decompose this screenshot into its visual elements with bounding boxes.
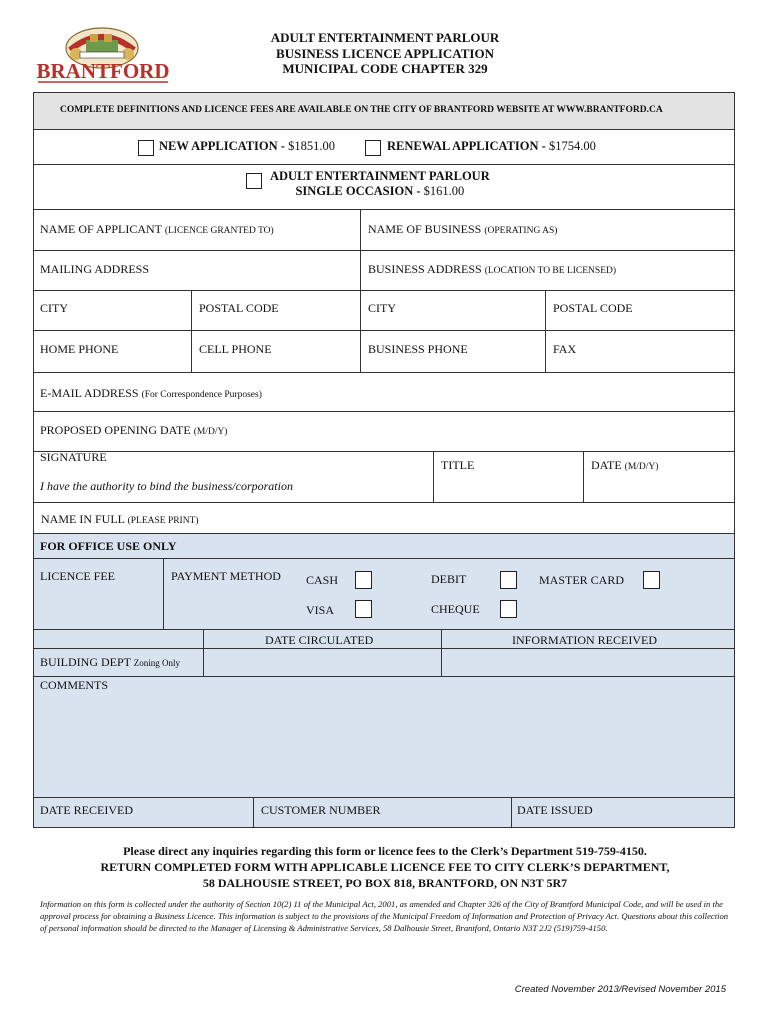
opening-date-field[interactable]: PROPOSED OPENING DATE (M/D/Y) [40,423,228,437]
cheque-checkbox[interactable] [500,600,517,618]
master-card-checkbox[interactable] [643,571,660,589]
business-phone-field[interactable]: BUSINESS PHONE [368,342,468,356]
office-use-heading: FOR OFFICE USE ONLY [40,539,177,553]
single-occasion-label: ADULT ENTERTAINMENT PARLOUR SINGLE OCCASION - $161.00 [270,169,490,198]
footer-instructions [0,843,770,891]
business-address-field[interactable]: BUSINESS ADDRESS (LOCATION TO BE LICENSED) [368,262,617,276]
debit-checkbox[interactable] [500,571,517,589]
notice-bar [33,92,735,130]
single-occasion-checkbox[interactable] [246,173,262,189]
home-phone-field[interactable]: HOME PHONE [40,342,119,356]
renewal-application-label: RENEWAL APPLICATION - $1754.00 [387,139,596,153]
cell-phone-field[interactable]: CELL PHONE [199,342,272,356]
business-name-field[interactable]: NAME OF BUSINESS (OPERATING AS) [368,222,558,236]
master-card-label: MASTER CARD [539,573,625,587]
email-field[interactable]: E-MAIL ADDRESS (For Correspondence Purposes) [40,386,262,400]
licence-fee-label: LICENCE FEE [40,569,115,583]
signature-field[interactable]: SIGNATURE [40,450,107,464]
name-in-full-row [33,502,735,534]
cheque-label: CHEQUE [431,602,480,616]
logo-wordmark: BRANTFORD [36,59,170,83]
name-in-full-field[interactable]: NAME IN FULL (PLEASE PRINT) [41,512,199,526]
date-field[interactable]: DATE (M/D/Y) [591,458,659,472]
postal-code-field[interactable]: POSTAL CODE [199,301,279,315]
cash-label: CASH [306,573,339,587]
title-line-1: ADULT ENTERTAINMENT PARLOUR [270,30,500,45]
date-circulated-label: DATE CIRCULATED [265,633,374,647]
application-type-row [33,129,735,165]
authority-statement: I have the authority to bind the business/corporation [40,479,293,493]
title-line-2: BUSINESS LICENCE APPLICATION [276,45,494,61]
new-application-label: NEW APPLICATION - $1851.00 [159,139,335,153]
business-city-field[interactable]: CITY [368,301,396,315]
notice-text: COMPLETE DEFINITIONS AND LICENCE FEES ARE AVAILABLE ON THE CITY OF BRANTFORD WEBSITE AT WWW.BRANTFORD.CA [60,105,663,115]
date-received-field[interactable]: DATE RECEIVED [40,803,133,817]
date-issued-field[interactable]: DATE ISSUED [517,803,593,817]
title-field[interactable]: TITLE [441,458,475,472]
cash-checkbox[interactable] [355,571,372,589]
office-use-section [33,533,735,828]
mailing-address-field[interactable]: MAILING ADDRESS [40,262,150,276]
title-line-3: MUNICIPAL CODE CHAPTER 329 [282,61,488,76]
privacy-notice: Information on this form is collected under the authority of Section 10(2) 11 of the Municipal Act, 2001, as amended and Chapter 326 of the City of Brantford Municipal Code, and will be used in the approval process for obtaining a Business Licence. This information is subject to the provisions of the Municipal Freedom of Information and Protection of Privacy Act. Questions about this collection of personal information should be directed to the Manager of Licensing & Administrative Services, 58 Dalhousie Street, Brantford, Ontario N3T 2J2 (519)759-4150. [40,899,729,933]
renewal-application-checkbox[interactable] [365,140,381,156]
single-occasion-row [33,164,735,210]
applicant-name-field[interactable]: NAME OF APPLICANT (LICENCE GRANTED TO) [40,222,274,236]
debit-label: DEBIT [431,572,467,586]
information-received-label: INFORMATION RECEIVED [512,633,657,647]
city-field[interactable]: CITY [40,301,68,315]
address-line: 58 DALHOUSIE STREET, PO BOX 818, BRANTFORD, ON N3T 5R7 [202,876,568,890]
visa-checkbox[interactable] [355,600,372,618]
new-application-checkbox[interactable] [138,140,154,156]
payment-method-label: PAYMENT METHOD [171,569,281,583]
return-line: RETURN COMPLETED FORM WITH APPLICABLE LICENCE FEE TO CITY CLERK’S DEPARTMENT, [100,860,670,874]
revision-note: Created November 2013/Revised November 2015 [514,984,726,995]
comments-field[interactable]: COMMENTS [40,678,109,692]
business-postal-code-field[interactable]: POSTAL CODE [553,301,633,315]
customer-number-field[interactable]: CUSTOMER NUMBER [261,803,381,817]
inquiries-line: Please direct any inquiries regarding this form or licence fees to the Clerk’s Department 519-759-4150. [123,844,647,858]
form-title [0,30,770,77]
building-dept-label: BUILDING DEPT Zoning Only [40,655,181,669]
visa-label: VISA [306,603,335,617]
fax-field[interactable]: FAX [553,342,577,356]
